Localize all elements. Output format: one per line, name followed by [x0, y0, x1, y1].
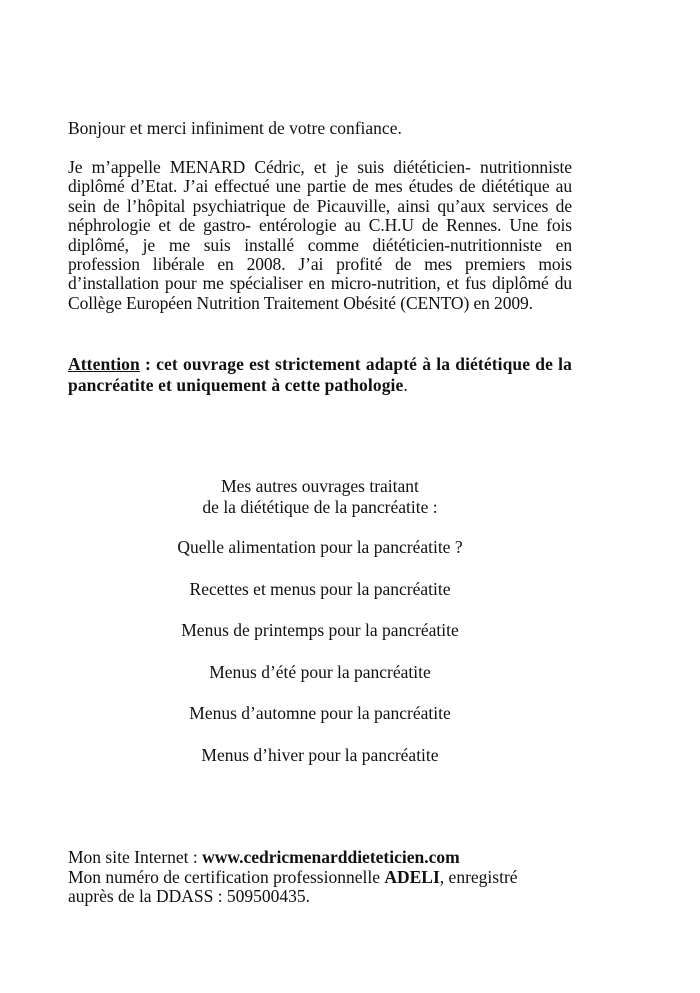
website-link[interactable]: www.cedricmenarddieteticien.com: [202, 847, 460, 867]
bio-line: Picauville, ainsi qu’aux services de néphrologie et de gastro-: [68, 195, 572, 236]
certification-label: Mon numéro de certification professionnelle: [68, 866, 385, 887]
bio-line: Je m’appelle MENARD Cédric, et je suis diététicien-: [68, 157, 471, 177]
book-title: Quelle alimentation pour la pancréatite ?: [177, 537, 463, 557]
bio-line: Européen Nutrition Traitement Obésité (CENTO) en 2009.: [126, 292, 533, 313]
attention-end: .: [403, 375, 408, 395]
book-title: Menus d’automne pour la pancréatite: [189, 703, 451, 723]
bio-paragraph: [68, 158, 572, 313]
other-books-heading-line2: de la diététique de la pancréatite :: [202, 497, 438, 517]
bio-line: installé comme diététicien-nutritionniste en profession libérale: [68, 234, 572, 275]
site-label: Mon site Internet :: [68, 847, 203, 867]
attention-label: Attention: [68, 354, 140, 374]
other-books-list: [68, 537, 572, 766]
attention-notice: [68, 354, 572, 396]
book-title: Menus de printemps pour la pancréatite: [181, 620, 459, 640]
bio-line: études de diététique au sein de l’hôpital psychiatrique de: [68, 176, 572, 216]
certification-name: ADELI: [384, 866, 440, 887]
bio-line: nutritionniste diplômé d’Etat. J’ai effectué une partie de mes: [68, 157, 572, 197]
book-title: Menus d’été pour la pancréatite: [209, 661, 431, 682]
certification-rest: , enregistré: [439, 866, 518, 887]
book-title: Recettes et menus pour la pancréatite: [189, 578, 451, 599]
other-books-heading-line1: Mes autres ouvrages traitant: [221, 476, 419, 496]
ddass-number: auprès de la DDASS : 509500435.: [68, 886, 311, 906]
other-books-section: [68, 476, 572, 766]
attention-text: : cet ouvrage est strictement adapté à la diététique de la pancréatite et uniquement à cette pathologie: [68, 354, 572, 395]
document-page: [68, 0, 572, 993]
bio-line: entérologie au C.H.U de Rennes. Une fois diplômé, je me suis: [68, 215, 572, 255]
book-title: Menus d’hiver pour la pancréatite: [201, 744, 439, 765]
greeting-paragraph: Bonjour et merci infiniment de votre confiance.: [68, 118, 402, 138]
other-books-heading: [68, 476, 572, 518]
bio-line: en 2008. J’ai profité de mes premiers mois d’installation pour: [68, 254, 572, 294]
bio-line: me spécialiser en micro-nutrition, et fus diplômé du Collège: [68, 273, 572, 313]
contact-footer: [68, 848, 572, 907]
